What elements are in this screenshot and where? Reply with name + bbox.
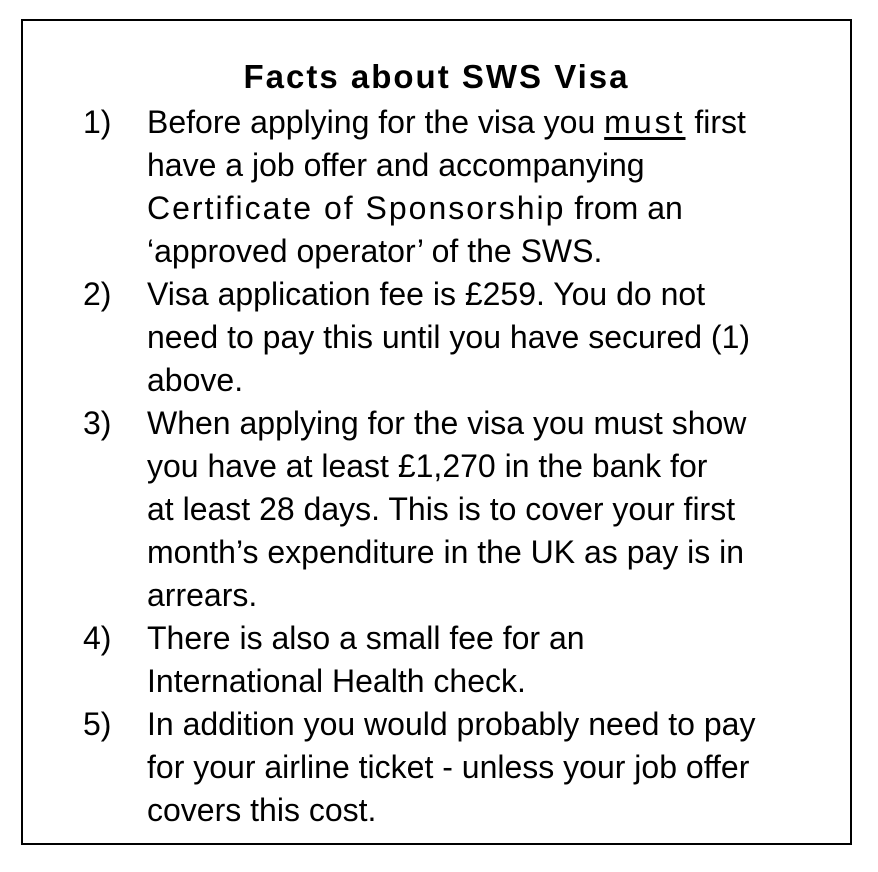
item-text: Visa application fee is £259. You do not need to pay this until you have secured (1) above. [147,276,751,398]
item-text: There is also a small fee for an International Health check. [147,620,585,699]
list-item [83,101,853,273]
item-text-segment: first [685,104,746,140]
item-text [147,101,853,273]
list-item [83,273,853,402]
document-title [23,57,850,97]
facts-box [21,19,852,845]
emphasis-text: must [604,104,686,140]
item-text-segment: Before applying for the visa you [147,104,605,140]
item-number: 1) [83,104,112,140]
facts-list [83,101,853,832]
list-item [83,703,853,832]
item-text-segment: from an [565,190,683,226]
item-number: 5) [83,706,112,742]
item-number: 3) [83,405,112,441]
item-number: 4) [83,620,112,656]
item-text-segment: Certificate of Sponsorship [147,190,566,226]
list-item [83,617,853,703]
item-text-segment: have a job offer and accompanying [147,147,645,183]
list-item [83,402,853,617]
document-title-text: Facts about SWS Visa [243,58,630,95]
item-text: In addition you would probably need to pay for your airline ticket - unless your job offer covers this cost. [147,706,756,828]
item-number: 2) [83,276,112,312]
item-text: When applying for the visa you must show you have at least £1,270 in the bank for at least 28 days. This is to cover your first month’s expenditure in the UK as pay is in arrears. [147,405,747,613]
item-text-segment: ‘approved operator’ of the SWS. [147,233,603,269]
